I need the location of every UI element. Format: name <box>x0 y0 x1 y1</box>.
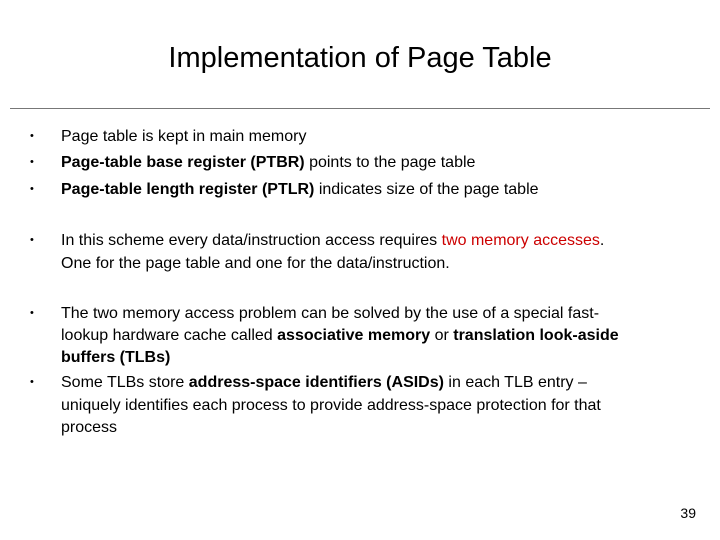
two-accesses-period: . <box>599 232 605 249</box>
bullet-marker: • <box>30 130 34 142</box>
bullet-asid-line1 <box>61 372 587 393</box>
associative-memory-term: associative memory <box>277 327 431 344</box>
bullet-main-memory: Page table is kept in main memory <box>61 128 307 145</box>
bullet-marker: • <box>30 307 34 319</box>
bullet-two-accesses-line1 <box>61 230 604 251</box>
bullet-marker: • <box>30 234 34 246</box>
translation-lookaside-term: translation look-aside <box>453 327 619 344</box>
bullet-asid-line3: process <box>61 419 118 436</box>
slide-title: Implementation of Page Table <box>168 42 552 74</box>
bullet-ptbr <box>61 152 475 173</box>
title-divider <box>10 108 710 109</box>
bullet-marker: • <box>30 183 34 195</box>
two-accesses-text: In this scheme every data/instruction access requires <box>61 232 442 249</box>
bullet-two-accesses-line2: One for the page table and one for the data/instruction. <box>61 255 450 272</box>
tlbs-term: buffers (TLBs) <box>61 349 171 366</box>
asid-text-end: in each TLB entry – <box>443 374 587 391</box>
bullet-marker: • <box>30 156 34 168</box>
two-memory-accesses-highlight: two memory accesses <box>441 232 600 249</box>
ptbr-term: Page-table base register (PTBR) <box>61 154 305 171</box>
bullet-tlb-line3 <box>61 347 170 368</box>
tlb-or: or <box>430 327 454 344</box>
ptlr-term: Page-table length register (PTLR) <box>61 181 315 198</box>
bullet-ptlr <box>61 179 539 200</box>
asid-text: Some TLBs store <box>61 374 189 391</box>
ptlr-description: indicates size of the page table <box>314 181 539 198</box>
bullet-tlb-line2 <box>61 325 619 346</box>
bullet-marker: • <box>30 376 34 388</box>
bullet-asid-line2: uniquely identifies each process to provide address-space protection for that <box>61 397 601 414</box>
tlb-text: lookup hardware cache called <box>61 327 278 344</box>
bullet-tlb-line1: The two memory access problem can be solved by the use of a special fast- <box>61 305 600 322</box>
page-number: 39 <box>680 505 696 521</box>
ptbr-description: points to the page table <box>304 154 476 171</box>
asid-term: address-space identifiers (ASIDs) <box>188 374 444 391</box>
